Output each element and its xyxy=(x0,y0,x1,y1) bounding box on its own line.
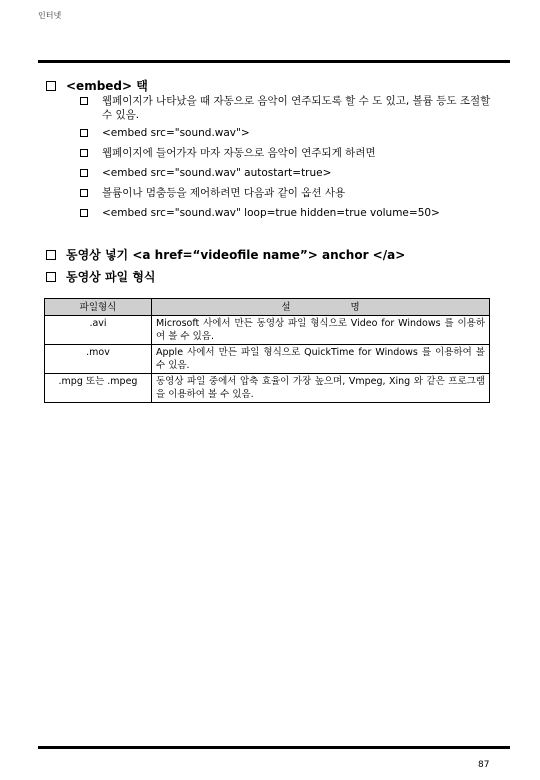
section-heading-embed-tag xyxy=(46,77,148,94)
top-rule xyxy=(38,60,510,63)
list-item xyxy=(80,94,500,122)
checkbox-bullet-icon xyxy=(46,81,56,91)
checkbox-bullet-icon xyxy=(46,250,56,260)
column-header-format: 파일형식 xyxy=(45,299,152,316)
list-item xyxy=(80,166,500,180)
table-cell-format: .avi xyxy=(45,316,152,345)
bottom-rule xyxy=(38,746,510,749)
table-cell-description: Microsoft 사에서 만든 동영상 파일 형식으로 Video for Windows 를 이용하여 볼 수 있음. xyxy=(152,316,490,345)
table-row xyxy=(45,316,490,345)
checkbox-bullet-icon xyxy=(80,189,88,197)
checkbox-bullet-icon xyxy=(80,149,88,157)
page-number: 87 xyxy=(478,760,490,770)
table-cell-format: .mpg 또는 .mpeg xyxy=(45,374,152,403)
table-cell-description: 동영상 파일 중에서 압축 효율이 가장 높으며, Vmpeg, Xing 와 같은 프로그램을 이용하여 볼 수 있음. xyxy=(152,374,490,403)
list-item xyxy=(80,206,500,220)
list-item-text: <embed src="sound.wav"> xyxy=(102,127,250,139)
embed-bullet-list xyxy=(80,94,500,226)
list-item-text: 웹페이지가 나타났을 때 자동으로 음악이 연주되도록 할 수 도 있고, 볼륨 등도 조절할 수 있음. xyxy=(102,95,491,121)
list-item-text: 볼륨이나 멈춤등을 제어하려면 다음과 같이 옵션 사용 xyxy=(102,187,346,199)
column-header-description-a: 설 xyxy=(281,301,291,313)
table-header-row xyxy=(45,299,490,316)
running-header-title: 인터넷 xyxy=(38,11,62,20)
table-row xyxy=(45,345,490,374)
list-item xyxy=(80,186,500,200)
table-cell-description: Apple 사에서 만든 파일 형식으로 QuickTime for Windows 를 이용하여 볼 수 있음. xyxy=(152,345,490,374)
checkbox-bullet-icon xyxy=(80,209,88,217)
video-format-table xyxy=(44,298,490,403)
section-heading-video-formats xyxy=(46,268,156,285)
list-item-text: 웹페이지에 들어가자 마자 자동으로 음악이 연주되게 하려면 xyxy=(102,147,376,159)
table-cell-format: .mov xyxy=(45,345,152,374)
list-item-text: <embed src="sound.wav" loop=true hidden=true volume=50> xyxy=(102,207,440,219)
column-header-description-b: 명 xyxy=(350,301,360,313)
list-item xyxy=(80,126,500,140)
checkbox-bullet-icon xyxy=(80,129,88,137)
table-row xyxy=(45,374,490,403)
section-heading-text: <embed> 택 xyxy=(66,79,148,93)
list-item-text: <embed src="sound.wav" autostart=true> xyxy=(102,167,332,179)
checkbox-bullet-icon xyxy=(80,169,88,177)
checkbox-bullet-icon xyxy=(80,97,88,105)
section-heading-text: 동영상 파일 형식 xyxy=(66,270,156,284)
list-item xyxy=(80,146,500,160)
checkbox-bullet-icon xyxy=(46,272,56,282)
section-heading-text: 동영상 넣기 <a href=“videofile name”> anchor </a> xyxy=(66,248,406,262)
column-header-description xyxy=(152,299,490,316)
section-heading-video-insert xyxy=(46,246,405,263)
